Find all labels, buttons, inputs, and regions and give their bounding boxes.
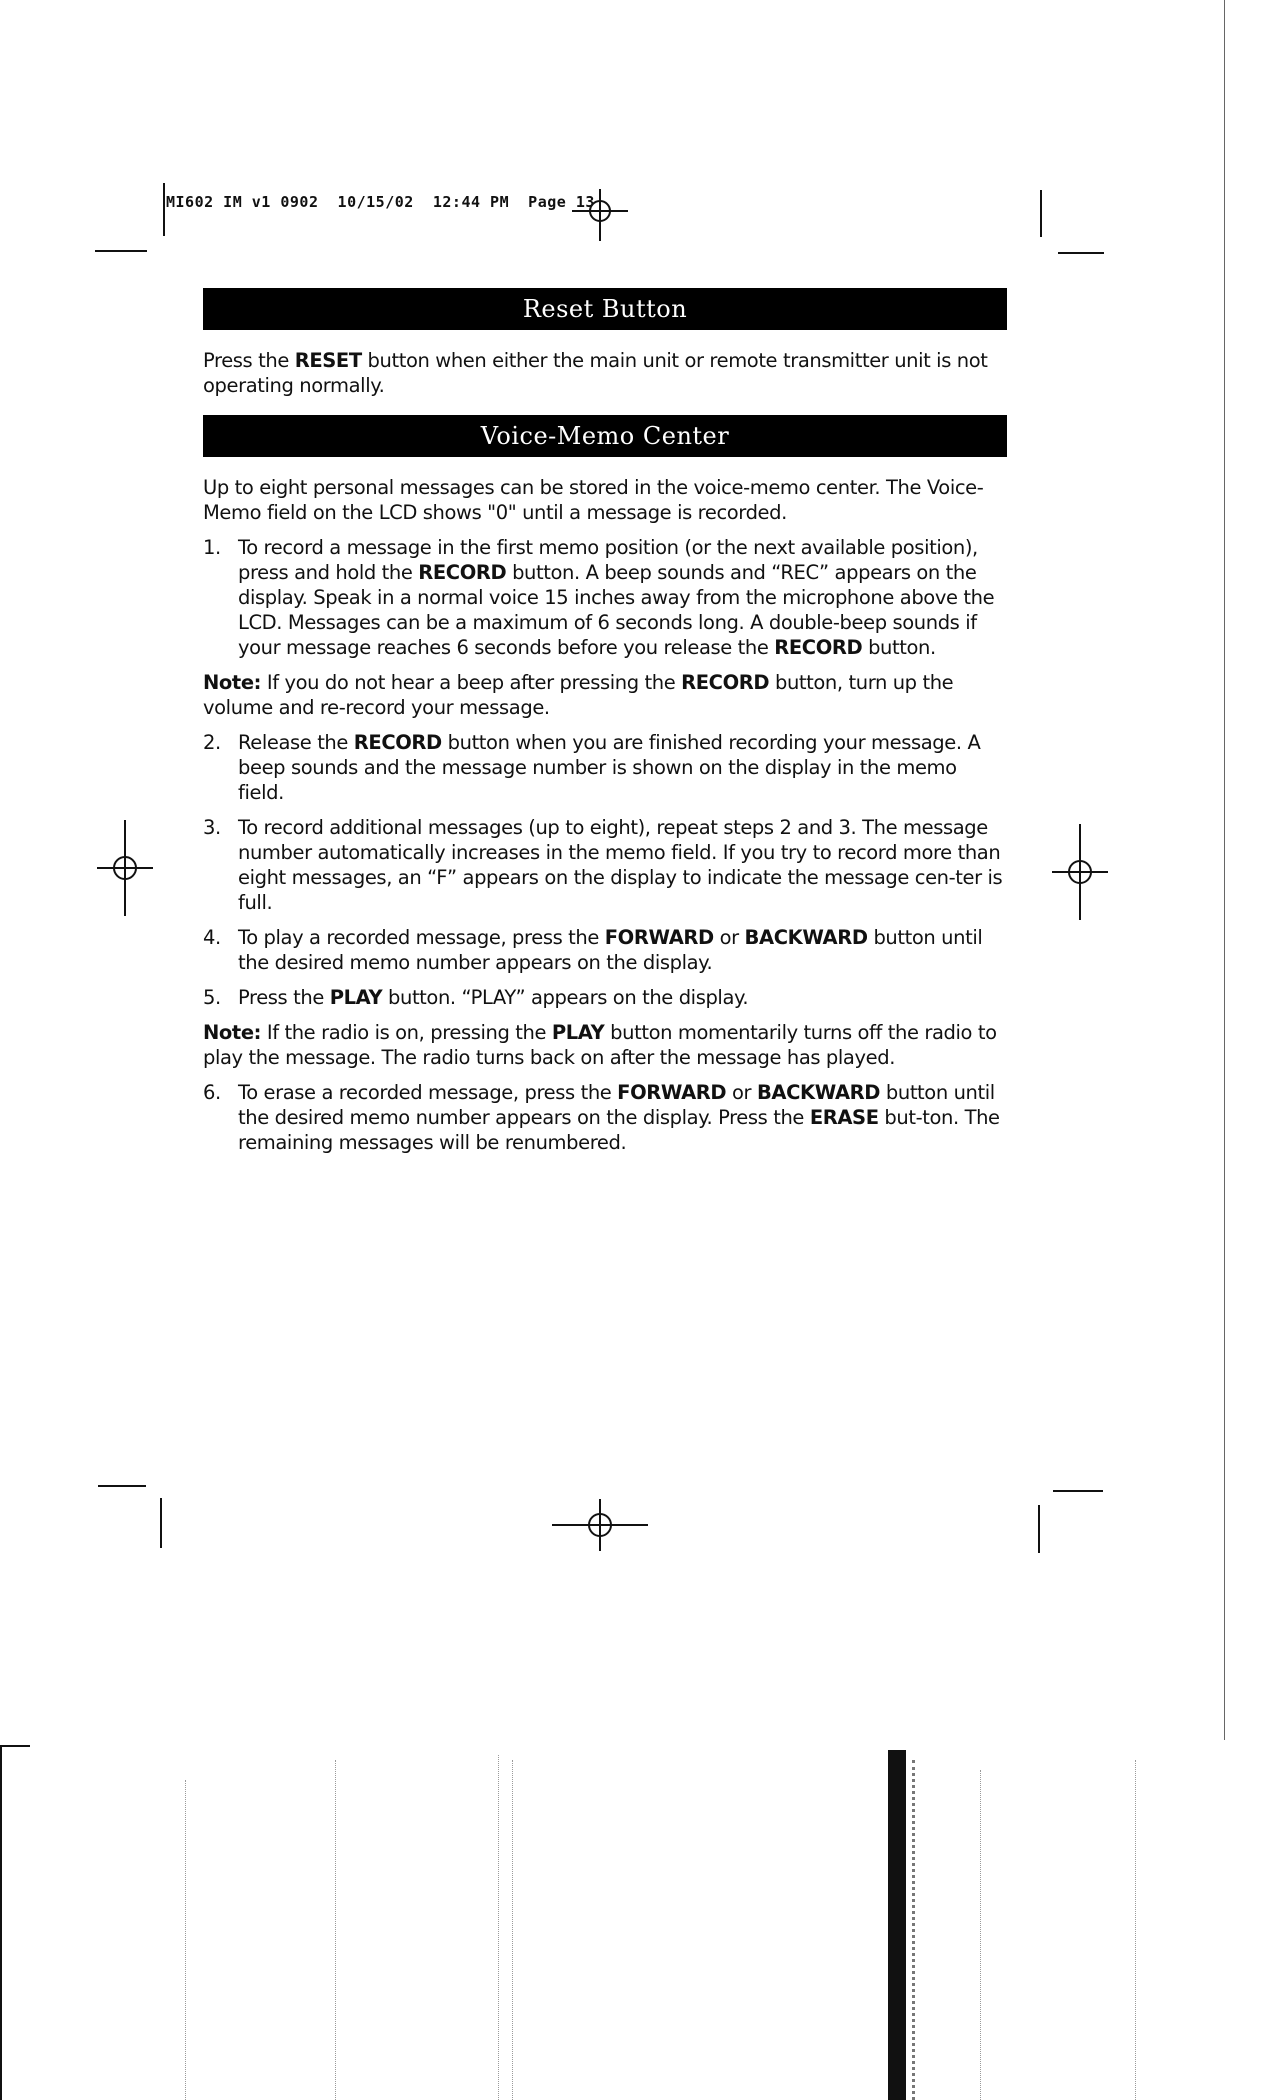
voice-memo-heading: Voice-Memo Center: [203, 415, 1007, 457]
manual-page: [203, 288, 1007, 1155]
steps-list-a: [203, 535, 1007, 660]
registration-mark-right: [1050, 822, 1110, 922]
step-6: 6. To erase a recorded message, press the FORWARD or BACKWARD button until the desired memo number appears on the display. Press the ERASE but-ton. The remaining messages will be renumbered.: [203, 1081, 1000, 1154]
step-4: 4. To play a recorded message, press the FORWARD or BACKWARD button until the desired memo number appears on the display.: [203, 926, 983, 974]
step-2: 2. Release the RECORD button when you are finished recording your message. A beep sounds and the message number is shown on the display in the memo field.: [203, 731, 981, 804]
registration-mark-left: [95, 818, 155, 918]
step-1: 1. To record a message in the first memo position (or the next available position), press and hold the RECORD button. A beep sounds and “REC” appears on the display. Speak in a normal voice 15 inches away from the microphone above the LCD. Messages can be a maximum of 6 seconds long. A double-beep sounds if your message reaches 6 seconds before you release the RECORD button.: [203, 536, 995, 659]
print-slug: MI602 IM v1 0902 10/15/02 12:44 PM Page 13: [166, 193, 595, 211]
registration-mark-top: [570, 185, 630, 245]
voice-memo-intro: Up to eight personal messages can be stored in the voice-memo center. The Voice-Memo field on the LCD shows "0" until a message is recorded.: [203, 476, 984, 524]
reset-button-heading: Reset Button: [203, 288, 1007, 330]
note-play: Note: If the radio is on, pressing the PLAY button momentarily turns off the radio to play the message. The radio turns back on after the message has played.: [203, 1021, 997, 1069]
registration-mark-bottom: [550, 1495, 650, 1555]
step-3: 3. To record additional messages (up to eight), repeat steps 2 and 3. The message number automatically increases in the memo field. If you try to record more than eight messages, an “F” appears on the display to indicate the message cen-ter is full.: [203, 816, 1003, 914]
steps-list-b: [203, 730, 1007, 1010]
note-record: Note: If you do not hear a beep after pressing the RECORD button, turn up the volume and re-record your message.: [203, 671, 954, 719]
reset-description: Press the RESET button when either the main unit or remote transmitter unit is not operating normally.: [203, 349, 988, 397]
step-5: 5. Press the PLAY button. “PLAY” appears on the display.: [203, 986, 749, 1009]
steps-list-c: [203, 1080, 1007, 1155]
